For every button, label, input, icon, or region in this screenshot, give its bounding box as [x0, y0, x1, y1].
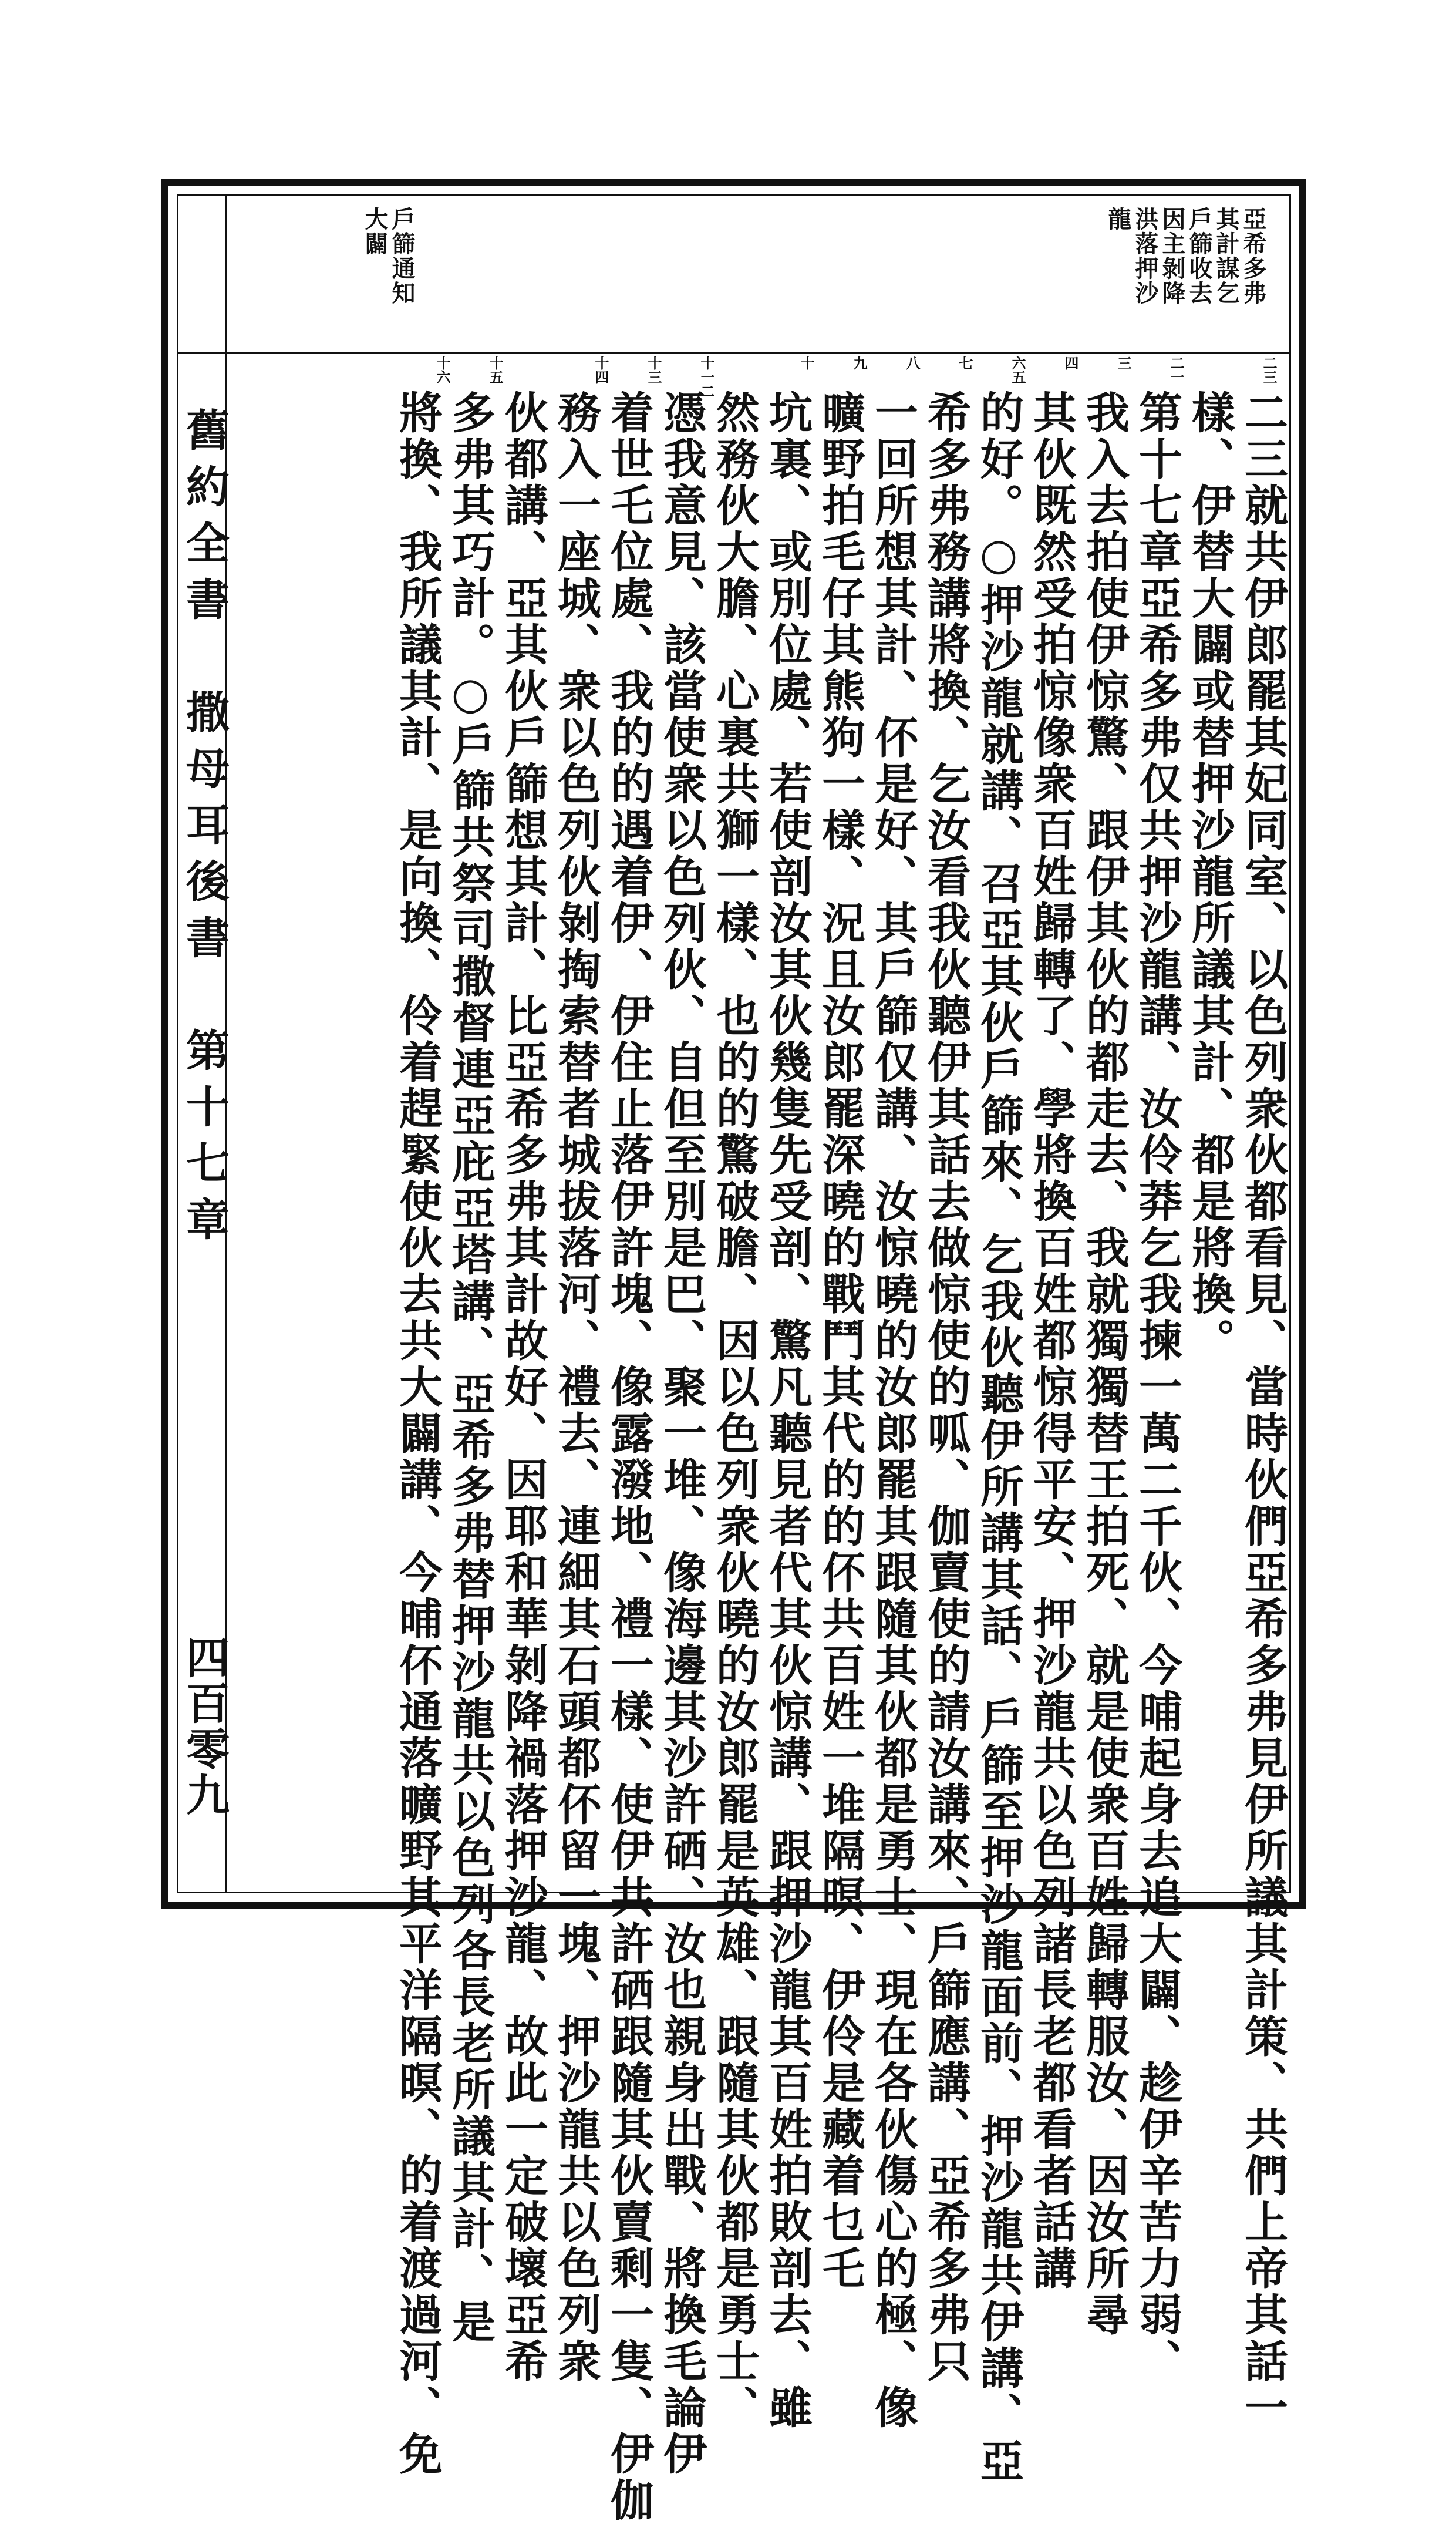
verse-number: 六五: [1009, 356, 1026, 384]
verse-number: 十三: [645, 356, 662, 384]
header-gloss: 龍: [1104, 207, 1132, 231]
verse-number: 三: [1115, 356, 1132, 370]
page-frame: [161, 179, 1306, 2524]
body-column: 憑我意見、該當使衆以色列伙、自但至別是巴、聚一堆、像海邊其沙許硒、汝也親身出戰、將換毛論伊: [656, 390, 707, 2478]
header-gloss: 洪落押沙: [1131, 207, 1159, 305]
verse-number: 四: [1062, 356, 1079, 370]
running-title: 舊約全書 撒母耳後書 第十七章: [179, 408, 230, 1253]
body-column: 坑裏、或別位處、若使剖汝其伙幾隻先受剖、驚凡聽見者代其伙惊講、跟押沙龍其百姓拍敗剖去、雖: [762, 390, 813, 2431]
body-column: 然務伙大膽、心裏共獅一樣、也的的驚破膽、因以色列衆伙曉的汝郎罷是英雄、跟隨其伙都是勇士、: [709, 390, 760, 2431]
verse-number: 九: [851, 356, 868, 370]
body-column: 一回所想其計、伓是好、其戶篩仅講、汝惊曉的汝郎罷其跟隨其伙都是勇士、現在各伙傷心的極、像: [868, 390, 918, 2431]
header-gloss: 大闢: [361, 207, 389, 256]
body-column: 曠野拍毛仔其熊狗一樣、況且汝郎罷深曉的戰鬥其代的的伓共百姓一堆隔暝、伊伶是藏着乜乇: [815, 390, 865, 2292]
verse-number: 十一二: [698, 356, 715, 398]
verse-number: 十: [798, 356, 815, 370]
header-gloss: 其計謀乞: [1212, 207, 1240, 305]
body-column: 務入一座城、衆以色列伙剝掏索替者城拔落河、禮去、連細其石頭都伓留一塊、押沙龍共以色列衆: [551, 390, 601, 2385]
header-gloss: 因主剝降: [1158, 207, 1186, 305]
body-column: 多弗其巧計。○戶篩共祭司撒督連亞庇亞塔講、亞希多弗替押沙龍共以色列各長老所議其計、是: [445, 390, 496, 2345]
body-column: 將換、我所議其計、是向換、伶着趕緊使伙去共大闢講、今晡伓通落曠野其平洋隔暝、的着渡過河、免: [392, 390, 443, 2478]
body-column: 希多弗務講將換、乞汝看我伙聽伊其話去做惊使的呱、伽賣使的請汝講來、戶篩應講、亞希多弗只: [921, 390, 971, 2385]
body-column: 着世乇位處、我的的遇着伊、伊住止落伊許塊、像露潑地、禮一樣、使伊共許硒跟隨其伙賣剩一隻、伊伽: [604, 390, 654, 2524]
body-column: 第十七章亞希多弗仅共押沙龍講、汝伶莽乞我揀一萬二千伙、今晡起身去追大闢、趁伊辛苦力弱、: [1132, 390, 1182, 2385]
header-gloss: 亞希多弗: [1239, 207, 1267, 305]
verse-number: 十五: [487, 356, 504, 384]
body-column: 其伙既然受拍惊像衆百姓歸轉了、學將換百姓都惊得平安、押沙龍共以色列諸長老都看者話講: [1026, 390, 1077, 2292]
body-column: 的好。○押沙龍就講、召亞其伙戶篩來、乞我伙聽伊所講其話、戶篩至押沙龍面前、押沙龍共伊講、亞: [973, 390, 1024, 2485]
body-column: 我入去拍使伊惊驚、跟伊其伙的都走去、我就獨獨替王拍死、就是使衆百姓歸轉服汝、因汝所尋: [1079, 390, 1130, 2338]
verse-number: 七: [956, 356, 973, 370]
body-column: 二三就共伊郎罷其妃同室、以色列衆伙都看見、當時伙們亞希多弗見伊所議其計策、共們上帝其話一: [1238, 390, 1288, 2431]
verse-number: 十四: [592, 356, 609, 384]
verse-number: 二一: [1168, 356, 1185, 384]
body-column: 樣、伊替大闢或替押沙龍所議其計、都是將換。: [1185, 390, 1235, 1364]
verse-number: 二三: [1260, 356, 1278, 384]
page-number: 四百零九: [179, 1635, 230, 1818]
header-gloss: 戶篩通知: [388, 207, 416, 305]
header-gloss: 戶篩收去: [1185, 207, 1213, 305]
header-rule: [178, 352, 1289, 354]
body-column: 伙都講、亞其伙戶篩想其計、比亞希多弗其計故好、因耶和華剝降禍落押沙龍、故此一定破壞亞希: [498, 390, 548, 2385]
verse-number: 八: [904, 356, 921, 370]
verse-number: 十六: [434, 356, 451, 384]
page-frame-inner: [177, 194, 1291, 2524]
